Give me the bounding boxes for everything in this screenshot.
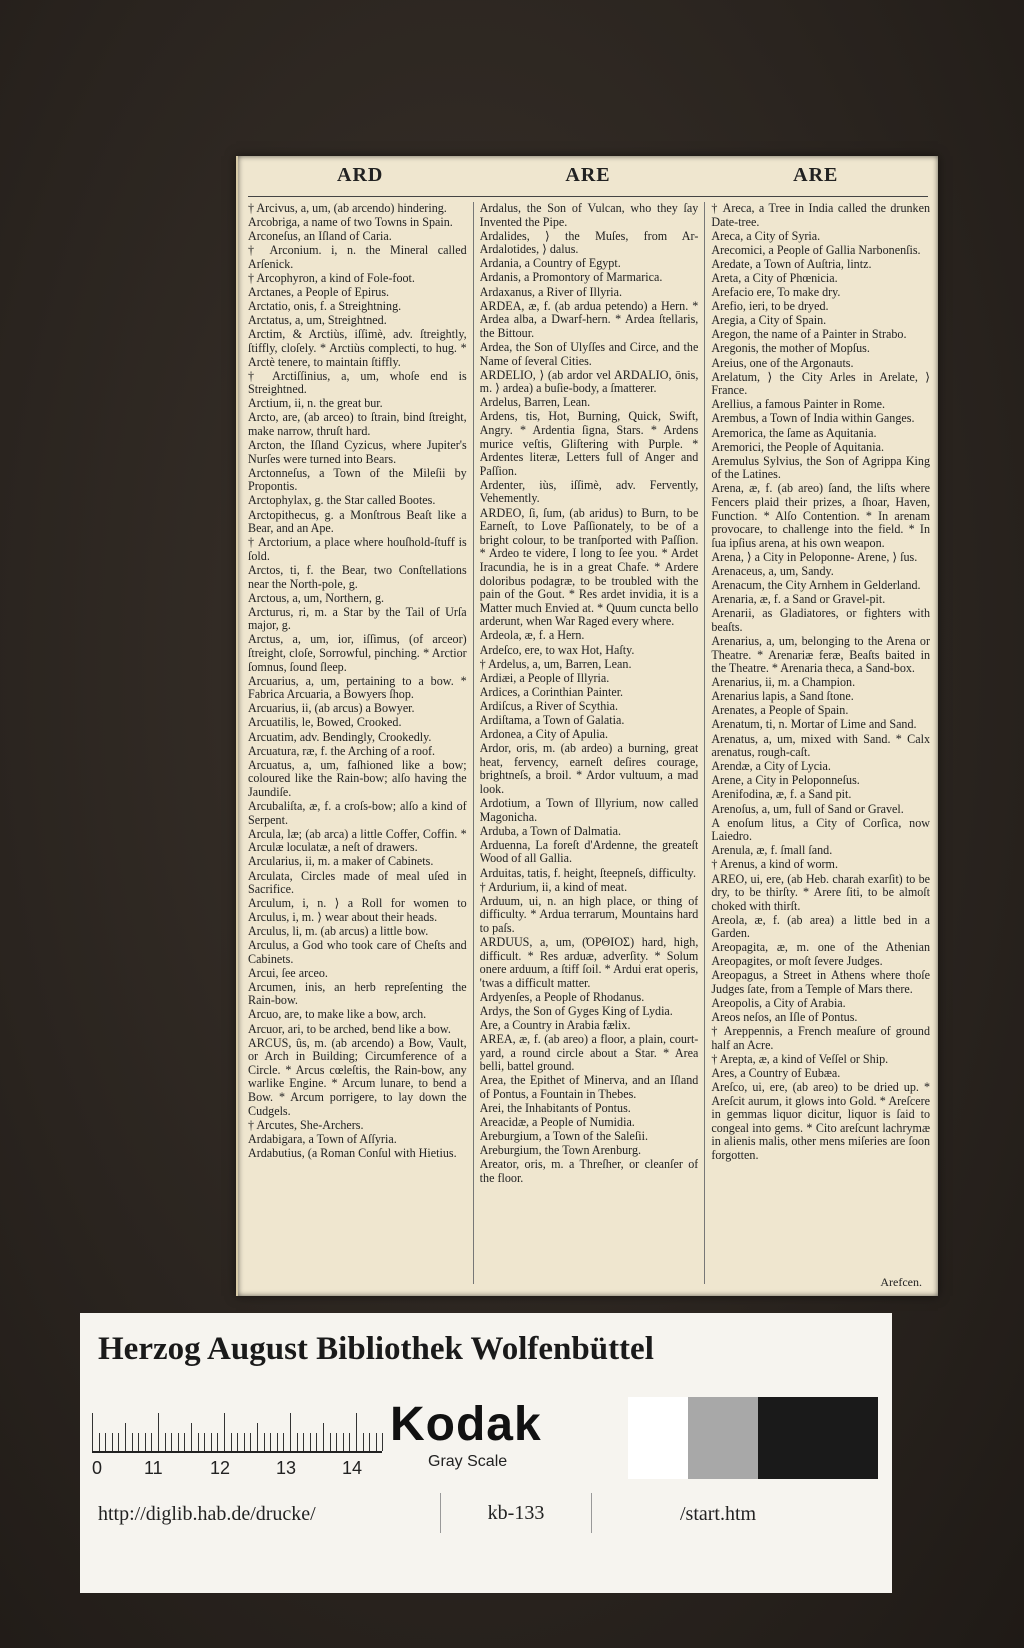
dictionary-entry: Ardabutius, (a Roman Conſul with Hietius. bbox=[248, 1145, 457, 1160]
dictionary-entry: ARCUS, ûs, m. (ab arcendo) a Bow, Vault, or Arch in Building; Circumference of a Circle. * Arcus cœleſtis, the Rain-bow, any warlike Engine. * Arcum lunare, to bend a Bow. * Arcum porrigere, to lay down the Cudgels. bbox=[248, 1035, 467, 1118]
dictionary-entry: Arduum, ui, n. an high place, or thing of difficulty. * Ardua terrarum, Mountains hard to paſs. bbox=[479, 893, 699, 935]
ruler-tick bbox=[151, 1433, 152, 1451]
ruler-tick bbox=[349, 1433, 350, 1451]
ruler-tick bbox=[158, 1413, 159, 1451]
dictionary-entry: † Arcophyron, a kind of Fole-foot. bbox=[248, 270, 415, 285]
dictionary-entry: Areola, æ, f. (ab area) a little bed in a Garden. bbox=[711, 912, 931, 941]
ruler-tick bbox=[376, 1433, 377, 1451]
ruler-tick bbox=[184, 1433, 185, 1451]
dictionary-entry: Arctium, ii, n. the great bur. bbox=[248, 396, 383, 411]
ruler-tick bbox=[145, 1433, 146, 1451]
dictionary-entry: Arduba, a Town of Dalmatia. bbox=[479, 823, 621, 838]
ruler-numbers bbox=[92, 1458, 412, 1482]
dictionary-entry: Arei, the Inhabitants of Pontus. bbox=[479, 1101, 631, 1116]
dictionary-entry: Ardabigara, a Town of Aſſyria. bbox=[248, 1131, 397, 1146]
dictionary-entry: † Arepta, æ, a kind of Veſſel or Ship. bbox=[711, 1051, 889, 1066]
ruler-tick bbox=[316, 1433, 317, 1451]
dictionary-entry: Arenaceus, a, um, Sandy. bbox=[711, 563, 834, 578]
dictionary-entry: Aregon, the name of a Painter in Strabo. bbox=[711, 327, 907, 342]
column-left bbox=[248, 202, 467, 1284]
dictionary-entry: Arctous, a, um, Northern, g. bbox=[248, 590, 385, 605]
url-right: /start.htm bbox=[680, 1503, 757, 1525]
dictionary-entry: Ardaxanus, a River of Illyria. bbox=[479, 284, 623, 299]
dictionary-entry: Areacidæ, a People of Numidia. bbox=[479, 1115, 635, 1130]
ruler-tick bbox=[211, 1433, 212, 1451]
ruler-tick bbox=[277, 1433, 278, 1451]
dictionary-entry: † Arconium. i, n. the Mineral called Arſenick. bbox=[248, 243, 467, 271]
black-swatch bbox=[758, 1397, 878, 1479]
ruler-tick bbox=[178, 1433, 179, 1451]
ruler-tick bbox=[363, 1433, 364, 1451]
dictionary-entry: † Arctorium, a place where houſhold-ſtuff is ſold. bbox=[248, 535, 467, 563]
dictionary-entry: Arcuarius, ii, (ab arcus) a Bowyer. bbox=[248, 701, 415, 716]
dictionary-entry: Arenacum, the City Arnhem in Gelderland. bbox=[711, 578, 921, 593]
dictionary-entry: Arenates, a People of Spain. bbox=[711, 703, 849, 718]
ruler-tick bbox=[118, 1433, 119, 1451]
dictionary-entry: Arcuo, are, to make like a bow, arch. bbox=[248, 1007, 427, 1022]
dictionary-entry: Arcularius, ii, m. a maker of Cabinets. bbox=[248, 854, 434, 869]
dictionary-entry: Arenatum, ti, n. Mortar of Lime and Sand. bbox=[711, 717, 917, 732]
dictionary-entry: Arduitas, tatis, f. height, ſteepneſs, difficulty. bbox=[479, 865, 696, 880]
dictionary-entry: Ardyenſes, a People of Rhodanus. bbox=[479, 989, 645, 1004]
dictionary-entry: Areſco, ui, ere, (ab areo) to be dried up. * Areſcit aurum, it glows into Gold. * Areſcere in gemmas liquor dicitur, liquor is ſaid to congeal into gems. * Cito areſcunt lachrymæ in alienis malis, other mens miſeries are ſoon forgotten. bbox=[711, 1079, 931, 1162]
library-color-card bbox=[80, 1313, 892, 1593]
dictionary-entry: Arellius, a famous Painter in Rome. bbox=[711, 397, 885, 412]
ruler-number: 0 bbox=[92, 1458, 103, 1478]
gray-scale-label: Gray Scale bbox=[428, 1453, 508, 1470]
ruler-number: 12 bbox=[210, 1458, 231, 1478]
dictionary-entry: Ardelus, Barren, Lean. bbox=[479, 395, 591, 410]
ruler-tick bbox=[224, 1413, 225, 1451]
header-right: ARE bbox=[793, 164, 839, 186]
dictionary-entry: † Arcutes, She-Archers. bbox=[248, 1117, 364, 1132]
dictionary-entry: Areburgium, the Town Arenburg. bbox=[479, 1143, 642, 1158]
dictionary-entry: Arcumen, inis, an herb repreſenting the Rain-bow. bbox=[248, 979, 467, 1008]
ruler-tick bbox=[369, 1433, 370, 1451]
ruler-tick bbox=[343, 1433, 344, 1451]
column-middle bbox=[480, 202, 699, 1284]
ruler-number: 14 bbox=[342, 1458, 363, 1478]
column-right bbox=[711, 202, 930, 1284]
dictionary-entry: Arenula, æ, f. ſmall ſand. bbox=[711, 843, 833, 858]
catchword: Arefcen. bbox=[880, 1275, 922, 1289]
ruler-tick bbox=[336, 1433, 337, 1451]
dictionary-entry: Arctopithecus, g. a Monſtrous Beaſt like a Bear, and an Ape. bbox=[248, 507, 467, 536]
dictionary-entry: Areta, a City of Phœnicia. bbox=[711, 270, 838, 285]
ruler-tick bbox=[303, 1433, 304, 1451]
dictionary-entry: Aregonis, the mother of Mopſus. bbox=[711, 341, 870, 356]
dictionary-entry: Arctatus, a, um, Streightned. bbox=[248, 313, 387, 328]
header-rule bbox=[248, 196, 928, 197]
ruler-tick bbox=[382, 1433, 383, 1451]
ruler-tick bbox=[198, 1433, 199, 1451]
ruler-scale bbox=[92, 1411, 382, 1453]
dictionary-entry: † Areca, a Tree in India called the drunken Date-tree. bbox=[711, 202, 931, 229]
dictionary-entry: Ardanis, a Promontory of Marmarica. bbox=[479, 270, 663, 285]
dictionary-entry: Arembus, a Town of India within Ganges. bbox=[711, 411, 915, 426]
dictionary-entry: Ares, a Country of Eubæa. bbox=[711, 1065, 841, 1080]
ruler-tick bbox=[310, 1433, 311, 1451]
ruler-tick bbox=[297, 1433, 298, 1451]
dictionary-entry: Arcto, are, (ab arceo) to ſtrain, bind ſtreight, make narrow, thruſt hard. bbox=[248, 410, 467, 438]
dictionary-entry: Aremorici, the People of Aquitania. bbox=[711, 439, 884, 454]
dictionary-entry: Ardys, the Son of Gyges King of Lydia. bbox=[479, 1003, 673, 1018]
dictionary-entry: Arefio, ieri, to be dryed. bbox=[711, 299, 829, 314]
dictionary-entry: Ardor, oris, m. (ab ardeo) a burning, great heat, fervency, earneſt deſires courage, brightneſs, a broil. * Ardor vultuum, a mad look. bbox=[479, 741, 699, 796]
ruler-tick bbox=[270, 1433, 271, 1451]
dictionary-entry: Arctos, ti, f. the Bear, two Conſtellations near the North-pole, g. bbox=[248, 562, 467, 591]
dictionary-entry: Arcuatura, ræ, f. the Arching of a roof. bbox=[248, 743, 436, 758]
dictionary-entry: Arculus, li, m. (ab arcus) a little bow. bbox=[248, 923, 429, 938]
dictionary-entry: Arduenna, La foreſt d'Ardenne, the greateſt Wood of all Gallia. bbox=[479, 837, 699, 866]
dictionary-entry: Arcobriga, a name of two Towns in Spain. bbox=[248, 215, 453, 230]
dictionary-entry: Areius, one of the Argonauts. bbox=[711, 355, 854, 370]
dictionary-entry: Ardices, a Corinthian Painter. bbox=[479, 684, 624, 699]
dictionary-entry: Areopolis, a City of Arabia. bbox=[711, 995, 846, 1010]
dictionary-entry: Ardiæi, a People of Illyria. bbox=[479, 670, 610, 685]
dictionary-entry: Arcuatus, a, um, faſhioned like a bow; coloured like the Rain-bow; alſo having the Jaundiſe. bbox=[248, 757, 467, 799]
dictionary-entry: Aredate, a Town of Auſtria, lintz. bbox=[711, 256, 872, 271]
gray-swatch bbox=[688, 1397, 758, 1479]
dictionary-entry: Arenarii, as Gladiatores, or fighters with beaſts. bbox=[711, 606, 931, 634]
ruler-tick bbox=[264, 1433, 265, 1451]
kodak-logo: Kodak bbox=[390, 1398, 542, 1451]
dictionary-entry: † Ardelus, a, um, Barren, Lean. bbox=[479, 656, 632, 671]
ruler-tick bbox=[330, 1433, 331, 1451]
dictionary-entry: Arcuatim, adv. Bendingly, Crookedly. bbox=[248, 729, 432, 744]
ruler-tick bbox=[165, 1433, 166, 1451]
dictionary-entry: Arctus, a, um, ior, iſſimus, (of arceor) ſtreight, cloſe, Sorrowful, pinching. * Arctior ſomnus, ſound ſleep. bbox=[248, 632, 467, 674]
ruler-tick bbox=[217, 1433, 218, 1451]
dictionary-entry: Arculum, i, n. ⟩ a Roll for women to Arculus, i, m. ⟩ wear about their heads. bbox=[248, 896, 467, 924]
dictionary-entry: Aremorica, the ſame as Aquitania. bbox=[711, 425, 877, 440]
library-title: Herzog August Bibliothek Wolfenbüttel bbox=[98, 1331, 654, 1367]
dictionary-entry: Arena, æ, f. (ab areo) ſand, the liſts where Fencers plaid their prizes, a ſhoar, Haven, Function. * Alſo Contention. * In arenam provocare, to challenge into the field. * In ſua ipſius arena, at his own weapon. bbox=[711, 481, 931, 550]
ruler-tick bbox=[191, 1423, 192, 1451]
dictionary-entry: AREA, æ, f. (ab areo) a floor, a plain, court-yard, a round circle about a Star. * Area belli, battel ground. bbox=[479, 1032, 699, 1074]
dictionary-entry: † Arcivus, a, um, (ab arcendo) hindering. bbox=[248, 202, 447, 215]
dictionary-entry: ARDUUS, a, um, (ΌΡΘΙΟΣ) hard, high, difficult. * Res arduæ, adverſity. * Solum onere arduum, a ſtiff ſoil. * Ardui erat operis, 'twas a difficult matter. bbox=[479, 934, 699, 990]
dictionary-entry: Arculata, Circles made of meal uſed in Sacrifice. bbox=[248, 868, 467, 897]
dictionary-entry: Arene, a City in Peloponneſus. bbox=[711, 773, 860, 788]
dictionary-entry: Ardea, the Son of Ulyſſes and Circe, and the Name of ſeveral Cities. bbox=[479, 339, 699, 368]
dictionary-entry: Arcuor, ari, to be arched, bend like a bow. bbox=[248, 1021, 451, 1036]
dictionary-entry: Arenarius lapis, a Sand ſtone. bbox=[711, 689, 854, 704]
dictionary-entry: Arculus, a God who took care of Cheſts and Cabinets. bbox=[248, 937, 467, 966]
dictionary-columns bbox=[248, 202, 930, 1284]
ruler-tick bbox=[204, 1433, 205, 1451]
dictionary-entry: Areos neſos, an Iſle of Pontus. bbox=[711, 1009, 858, 1024]
ruler-tick bbox=[92, 1413, 93, 1451]
dictionary-entry: Arcula, læ; (ab arca) a little Coffer, Coffin. * Arculæ loculatæ, a neſt of drawers. bbox=[248, 826, 467, 855]
dictionary-entry: Ardiſcus, a River of Scythia. bbox=[479, 698, 619, 713]
dictionary-entry: Areator, oris, m. a Threſher, or cleanſer of the floor. bbox=[479, 1157, 699, 1186]
dictionary-entry: Ardens, tis, Hot, Burning, Quick, Swift, Angry. * Ardentia ſigna, Stars. * Ardens murice veſtis, Gliſtering with Purple. * Ardentes literæ, Letters full of Anger and Paſſion. bbox=[479, 409, 699, 478]
dictionary-entry: Ardonea, a City of Apulia. bbox=[479, 727, 608, 742]
ruler-number: 13 bbox=[276, 1458, 297, 1478]
dictionary-entry: Arcturus, ri, m. a Star by the Tail of Urſa major, g. bbox=[248, 604, 467, 633]
ruler-tick bbox=[125, 1423, 126, 1451]
url-left: http://diglib.hab.de/drucke/ bbox=[98, 1503, 316, 1525]
ruler-tick bbox=[231, 1433, 232, 1451]
dictionary-entry: Arconeſus, an Iſland of Caria. bbox=[248, 229, 392, 244]
dictionary-entry: Arelatum, ⟩ the City Arles in Arelate, ⟩ France. bbox=[711, 369, 931, 398]
dictionary-entry: Arenaria, æ, f. a Sand or Gravel-pit. bbox=[711, 592, 886, 607]
ruler-tick bbox=[112, 1433, 113, 1451]
dictionary-entry: Aremulus Sylvius, the Son of Agrippa King of the Latines. bbox=[711, 453, 931, 482]
dictionary-entry: Ardiſtama, a Town of Galatia. bbox=[479, 712, 625, 727]
dictionary-entry: Ardalus, the Son of Vulcan, who they ſay Invented the Pipe. bbox=[479, 202, 699, 229]
dictionary-entry: Arcuarius, a, um, pertaining to a bow. * Fabrica Arcuaria, a Bowyers ſhop. bbox=[248, 673, 467, 702]
dictionary-entry: Are, a Country in Arabia fælix. bbox=[479, 1018, 631, 1033]
dictionary-entry: Arcui, ſee arceo. bbox=[248, 965, 328, 980]
dictionary-entry: Arctanes, a People of Epirus. bbox=[248, 285, 390, 300]
running-headers bbox=[248, 164, 928, 194]
dictionary-entry: Arenifodina, æ, f. a Sand pit. bbox=[711, 787, 852, 802]
dictionary-entry: † Arctiſſinius, a, um, whoſe end is Streightned. bbox=[248, 368, 467, 397]
dictionary-entry: Arenarius, ii, m. a Champion. bbox=[711, 675, 856, 690]
dictionary-entry: Arenatus, a, um, mixed with Sand. * Calx arenatus, rough-caſt. bbox=[711, 731, 931, 760]
dictionary-entry: Arena, ⟩ a City in Peloponne- Arene, ⟩ ſus. bbox=[711, 549, 918, 564]
ruler-tick bbox=[250, 1433, 251, 1451]
dictionary-entry: † Ardurium, ii, a kind of meat. bbox=[479, 879, 628, 894]
dictionary-entry: Arcton, the Iſland Cyzicus, where Jupiter's Nurſes were turned into Bears. bbox=[248, 438, 467, 466]
header-middle: ARE bbox=[565, 164, 611, 186]
ruler-tick bbox=[257, 1423, 258, 1451]
ruler-tick bbox=[138, 1433, 139, 1451]
dictionary-entry: Ardeola, æ, f. a Hern. bbox=[479, 628, 585, 643]
column-divider bbox=[473, 202, 474, 1284]
dictionary-entry: Ardotium, a Town of Illyrium, now called Magonicha. bbox=[479, 796, 699, 824]
dictionary-entry: Ardania, a Country of Egypt. bbox=[479, 256, 621, 271]
white-swatch bbox=[628, 1397, 688, 1479]
column-divider bbox=[704, 202, 705, 1284]
ruler-tick bbox=[283, 1433, 284, 1451]
dictionary-entry: Ardalides, ⟩ the Muſes, from Ar- Ardalotides, ⟩ dalus. bbox=[479, 228, 699, 257]
dictionary-entry: Areopagita, æ, m. one of the Athenian Areopagites, or moſt ſevere Judges. bbox=[711, 940, 931, 969]
ruler-tick bbox=[171, 1433, 172, 1451]
header-left: ARD bbox=[337, 164, 384, 186]
dictionary-entry: ARDEA, æ, f. (ab ardua petendo) a Hern. * Ardea alba, a Dwarf-hern. * Ardea ſtellaris, the Bittour. bbox=[479, 298, 699, 340]
book-page bbox=[236, 156, 938, 1296]
dictionary-entry: Arecomici, a People of Gallia Narbonenſis. bbox=[711, 242, 921, 257]
dictionary-entry: ARDEO, ſi, ſum, (ab aridus) to Burn, to be Earneſt, to Love Paſſionately, to be of a bright colour, to be tranſported with Paſſion. * Ardeo te videre, I long to ſee you. * Ardet Iracundia, he is in a great Chafe. * Ardere doloribus podagræ, to be troubled with the pain of the Gout. * Res ardet invidia, it is a Matter much Envied at. * Quum cuncta bello arderunt, when War Raged every where. bbox=[479, 505, 699, 629]
dictionary-entry: Arctonneſus, a Town of the Mileſii by Propontis. bbox=[248, 465, 467, 494]
ruler-tick bbox=[356, 1413, 357, 1451]
ruler-tick bbox=[323, 1423, 324, 1451]
dictionary-entry: Area, the Epithet of Minerva, and an Iſland of Pontus, a Fountain in Thebes. bbox=[479, 1073, 699, 1101]
dictionary-entry: Arctatio, onis, f. a Streightning. bbox=[248, 299, 402, 314]
ruler-tick bbox=[290, 1413, 291, 1451]
ruler-number: 11 bbox=[144, 1458, 163, 1478]
dictionary-entry: Arctim, & Arctiùs, iſſimè, adv. ſtreightly, ſtiffly, cloſely. * Arctiùs complecti, to hug. * Arctè tenere, to maintain ſtiffly. bbox=[248, 327, 467, 369]
ruler-tick bbox=[99, 1433, 100, 1451]
dictionary-entry: Arenarius, a, um, belonging to the Arena or Theatre. * Arenariæ feræ, Beaſts baited in the Theatre. * Arenaria theca, a Sand-box. bbox=[711, 633, 931, 676]
dictionary-entry: Areburgium, a Town of the Saleſii. bbox=[479, 1129, 648, 1144]
shelf-code: kb-133 bbox=[440, 1493, 592, 1533]
dictionary-entry: Arctophylax, g. the Star called Bootes. bbox=[248, 493, 436, 508]
dictionary-entry: Arenoſus, a, um, full of Sand or Gravel. bbox=[711, 801, 904, 816]
dictionary-entry: Ardenter, iùs, iſſimè, adv. Fervently, Vehemently. bbox=[479, 477, 699, 506]
ruler-tick bbox=[237, 1433, 238, 1451]
dictionary-entry: Arcubaliſta, æ, f. a croſs-bow; alſo a kind of Serpent. bbox=[248, 799, 467, 827]
dictionary-entry: Arcuatilis, le, Bowed, Crooked. bbox=[248, 715, 402, 730]
dictionary-entry: Aregia, a City of Spain. bbox=[711, 313, 827, 328]
dictionary-entry: Ardeſco, ere, to wax Hot, Haſty. bbox=[479, 642, 635, 657]
dictionary-entry: A enoſum litus, a City of Corſica, now Laiedro. bbox=[711, 815, 931, 844]
ruler-tick bbox=[105, 1433, 106, 1451]
dictionary-entry: Areopagus, a Street in Athens where thoſe Judges ſate, from a Temple of Mars there. bbox=[711, 968, 931, 996]
dictionary-entry: Areca, a City of Syria. bbox=[711, 228, 821, 243]
dictionary-entry: AREO, ui, ere, (ab Heb. charah exarſit) to be dry, to be thirſty. * Arere ſiti, to be almoſt choked with thirſt. bbox=[711, 871, 931, 913]
dictionary-entry: Arendæ, a City of Lycia. bbox=[711, 759, 831, 774]
ruler-tick bbox=[132, 1433, 133, 1451]
dictionary-entry: Arefacio ere, To make dry. bbox=[711, 285, 841, 300]
dictionary-entry: † Arenus, a kind of worm. bbox=[711, 857, 838, 872]
dictionary-entry: † Areppennis, a French meaſure of ground half an Acre. bbox=[711, 1024, 931, 1052]
dictionary-entry: ARDELIO, ⟩ (ab ardor vel ARDALIO, ōnis, m. ⟩ ardea) a buſie-body, a ſmatterer. bbox=[479, 367, 699, 396]
ruler-tick bbox=[244, 1433, 245, 1451]
